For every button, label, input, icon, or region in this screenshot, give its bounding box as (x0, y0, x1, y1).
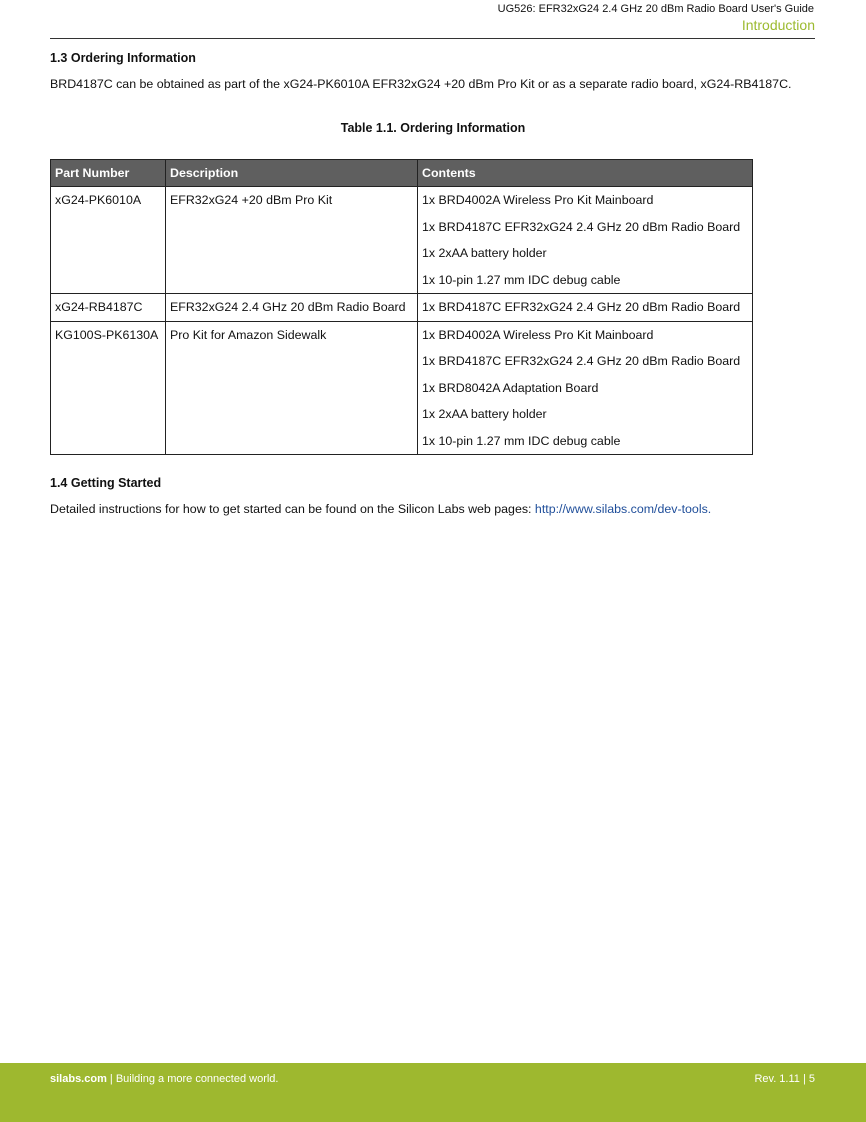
getting-started-paragraph (50, 502, 711, 516)
contents-cell (418, 321, 753, 455)
contents-item: 1x BRD4187C EFR32xG24 2.4 GHz 20 dBm Radio Board (422, 354, 741, 368)
column-header-contents: Contents (418, 160, 753, 187)
contents-item: 1x 10-pin 1.27 mm IDC debug cable (422, 272, 621, 287)
contents-cell (418, 294, 753, 322)
contents-item: 1x 2xAA battery holder (422, 407, 547, 421)
header-divider (50, 38, 815, 39)
description-cell: EFR32xG24 2.4 GHz 20 dBm Radio Board (166, 294, 418, 322)
part-number-cell: KG100S-PK6130A (51, 321, 166, 455)
getting-started-text: Detailed instructions for how to get started can be found on the Silicon Labs web pages: (50, 502, 535, 516)
contents-item: 1x BRD4187C EFR32xG24 2.4 GHz 20 dBm Radio Board (422, 300, 741, 314)
contents-item: 1x BRD4002A Wireless Pro Kit Mainboard (422, 327, 654, 342)
contents-item: 1x BRD4187C EFR32xG24 2.4 GHz 20 dBm Radio Board (422, 219, 741, 234)
contents-cell (418, 187, 753, 294)
ordering-paragraph: BRD4187C can be obtained as part of the xG24-PK6010A EFR32xG24 +20 dBm Pro Kit or as a separate radio board, xG24-RB4187C. (50, 77, 792, 91)
footer-tagline: | Building a more connected world. (106, 1073, 279, 1085)
description-cell: Pro Kit for Amazon Sidewalk (166, 321, 418, 455)
heading-getting-started: 1.4 Getting Started (50, 476, 162, 490)
document-title: UG526: EFR32xG24 2.4 GHz 20 dBm Radio Board User's Guide (497, 3, 814, 15)
footer-site-link[interactable]: silabs.com (50, 1073, 107, 1085)
table-row (51, 187, 753, 294)
column-header-part-number: Part Number (51, 160, 166, 187)
contents-item: 1x 10-pin 1.27 mm IDC debug cable (422, 433, 621, 448)
section-name: Introduction (741, 17, 815, 33)
contents-item: 1x BRD4002A Wireless Pro Kit Mainboard (422, 193, 654, 207)
description-cell: EFR32xG24 +20 dBm Pro Kit (166, 187, 418, 294)
contents-item: 1x BRD8042A Adaptation Board (422, 380, 599, 395)
contents-item: 1x 2xAA battery holder (422, 246, 547, 260)
table-header-row (51, 160, 753, 187)
footer-bar (0, 1063, 866, 1122)
ordering-table (50, 159, 753, 455)
footer-brand (50, 1073, 278, 1085)
table-caption: Table 1.1. Ordering Information (340, 121, 526, 135)
dev-tools-link[interactable]: http://www.silabs.com/dev-tools. (534, 502, 712, 516)
table-row (51, 294, 753, 322)
table-row (51, 321, 753, 455)
heading-ordering-information: 1.3 Ordering Information (50, 51, 196, 65)
column-header-description: Description (166, 160, 418, 187)
part-number-cell: xG24-RB4187C (51, 294, 166, 322)
page-number: Rev. 1.11 | 5 (754, 1073, 815, 1085)
part-number-cell: xG24-PK6010A (51, 187, 166, 294)
